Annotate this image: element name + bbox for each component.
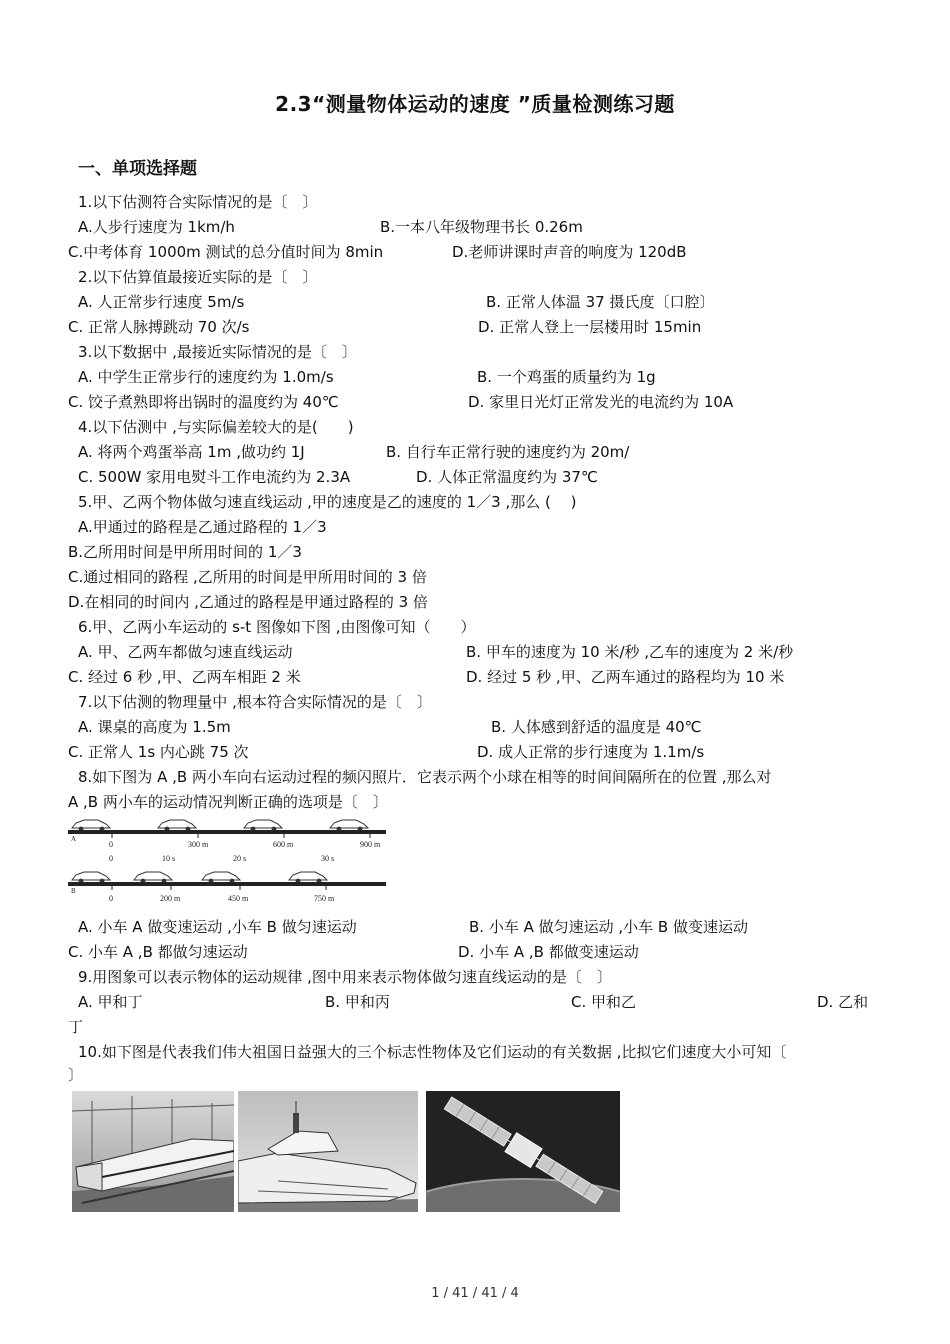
q4-stem: 4.以下估测中 ,与实际偏差较大的是( ) bbox=[78, 418, 354, 436]
q9-option-c: C. 甲和乙 bbox=[571, 993, 637, 1011]
b-tick-label-0: 0 bbox=[109, 894, 113, 903]
q2-option-c: C. 正常人脉搏跳动 70 次/s bbox=[68, 318, 250, 336]
q3-option-c: C. 饺子煮熟即将出锅时的温度约为 40℃ bbox=[68, 393, 339, 411]
q8-strobe-figure bbox=[68, 815, 390, 907]
q9-option-d: D. 乙和 bbox=[817, 993, 869, 1011]
q9-option-b: B. 甲和丙 bbox=[325, 993, 390, 1011]
section-heading: 一、单项选择题 bbox=[78, 159, 197, 179]
q8-option-d: D. 小车 A ,B 都做变速运动 bbox=[458, 943, 639, 961]
a-tick-label-3: 900 m bbox=[360, 840, 381, 849]
q2-option-a: A. 人正常步行速度 5m/s bbox=[78, 293, 245, 311]
row-a-label: A bbox=[71, 835, 77, 843]
q6-stem: 6.甲、乙两小车运动的 s-t 图像如下图 ,由图像可知（ ） bbox=[78, 618, 476, 636]
q6-option-b: B. 甲车的速度为 10 米/秒 ,乙车的速度为 2 米/秒 bbox=[466, 643, 794, 661]
q1-option-b: B.一本八年级物理书长 0.26m bbox=[380, 218, 583, 236]
q10-stem-line2: 〕 bbox=[68, 1066, 84, 1084]
q3-option-b: B. 一个鸡蛋的质量约为 1g bbox=[477, 368, 656, 386]
research-ship-photo bbox=[238, 1091, 418, 1212]
q7-option-c: C. 正常人 1s 内心跳 75 次 bbox=[68, 743, 249, 761]
q5-option-c: C.通过相同的路程 ,乙所用的时间是甲所用时间的 3 倍 bbox=[68, 568, 427, 586]
car-b-4 bbox=[289, 872, 327, 883]
q8-stem-line2: A ,B 两小车的运动情况判断正确的选项是〔 〕 bbox=[68, 793, 388, 811]
car-b-3 bbox=[202, 872, 240, 883]
page-title: 2.3“测量物体运动的速度 ”质量检测练习题 bbox=[275, 92, 675, 116]
q2-stem: 2.以下估算值最接近实际的是〔 〕 bbox=[78, 268, 318, 286]
q7-option-b: B. 人体感到舒适的温度是 40℃ bbox=[491, 718, 702, 736]
car-b-1 bbox=[72, 872, 110, 883]
high-speed-train-photo bbox=[72, 1091, 234, 1212]
q8-stem-line1: 8.如下图为 A ,B 两小车向右运动过程的频闪照片．它表示两个小球在相等的时间间隔所在的位置 ,那么对 bbox=[78, 768, 772, 786]
q1-option-d: D.老师讲课时声音的响度为 120dB bbox=[452, 243, 687, 261]
q3-stem: 3.以下数据中 ,最接近实际情况的是〔 〕 bbox=[78, 343, 357, 361]
satellite-photo bbox=[426, 1091, 620, 1212]
car-a-2 bbox=[158, 820, 196, 831]
q9-option-a: A. 甲和丁 bbox=[78, 993, 143, 1011]
q9-stem: 9.用图象可以表示物体的运动规律 ,图中用来表示物体做匀速直线运动的是〔 〕 bbox=[78, 968, 612, 986]
q7-stem: 7.以下估测的物理量中 ,根本符合实际情况的是〔 〕 bbox=[78, 693, 432, 711]
q7-option-d: D. 成人正常的步行速度为 1.1m/s bbox=[477, 743, 705, 761]
q8-option-b: B. 小车 A 做匀速运动 ,小车 B 做变速运动 bbox=[469, 918, 748, 936]
time-label-1: 10 s bbox=[162, 854, 176, 863]
q4-option-d: D. 人体正常温度约为 37℃ bbox=[416, 468, 598, 486]
car-a-1 bbox=[72, 820, 110, 831]
time-label-2: 20 s bbox=[233, 854, 247, 863]
b-tick-label-3: 750 m bbox=[314, 894, 335, 903]
track-a bbox=[68, 830, 386, 834]
q6-option-c: C. 经过 6 秒 ,甲、乙两车相距 2 米 bbox=[68, 668, 301, 686]
time-label-3: 30 s bbox=[321, 854, 335, 863]
q5-option-d: D.在相同的时间内 ,乙通过的路程是甲通过路程的 3 倍 bbox=[68, 593, 428, 611]
a-tick-label-0: 0 bbox=[109, 840, 113, 849]
a-tick-label-2: 600 m bbox=[273, 840, 294, 849]
q9-option-d-wrap: 丁 bbox=[68, 1018, 84, 1036]
time-label-0: 0 bbox=[109, 854, 113, 863]
q2-option-d: D. 正常人登上一层楼用时 15min bbox=[478, 318, 702, 336]
q5-option-b: B.乙所用时间是甲所用时间的 1／3 bbox=[68, 543, 302, 561]
a-tick-label-1: 300 m bbox=[188, 840, 209, 849]
car-b-2 bbox=[134, 872, 172, 883]
q6-option-d: D. 经过 5 秒 ,甲、乙两车通过的路程均为 10 米 bbox=[466, 668, 785, 686]
row-b-label: B bbox=[71, 887, 76, 895]
q3-option-d: D. 家里日光灯正常发光的电流约为 10A bbox=[468, 393, 734, 411]
q8-option-a: A. 小车 A 做变速运动 ,小车 B 做匀速运动 bbox=[78, 918, 357, 936]
q4-option-b: B. 自行车正常行驶的速度约为 20m/ bbox=[386, 443, 630, 461]
car-a-4 bbox=[330, 820, 368, 831]
car-a-3 bbox=[244, 820, 282, 831]
q5-option-a: A.甲通过的路程是乙通过路程的 1／3 bbox=[78, 518, 327, 536]
track-b bbox=[68, 882, 386, 886]
q1-stem: 1.以下估测符合实际情况的是〔 〕 bbox=[78, 193, 318, 211]
q4-option-a: A. 将两个鸡蛋举高 1m ,做功约 1J bbox=[78, 443, 305, 461]
page-number-footer: 1 / 41 / 41 / 4 bbox=[431, 1286, 519, 1301]
q3-option-a: A. 中学生正常步行的速度约为 1.0m/s bbox=[78, 368, 334, 386]
q1-option-a: A.人步行速度为 1km/h bbox=[78, 218, 235, 236]
q7-option-a: A. 课桌的高度为 1.5m bbox=[78, 718, 231, 736]
q5-stem: 5.甲、乙两个物体做匀速直线运动 ,甲的速度是乙的速度的 1／3 ,那么 ( ) bbox=[78, 493, 577, 511]
q10-stem-line1: 10.如下图是代表我们伟大祖国日益强大的三个标志性物体及它们运动的有关数据 ,比拟它们速度大小可知〔 bbox=[78, 1043, 787, 1061]
q2-option-b: B. 正常人体温 37 摄氏度〔口腔〕 bbox=[486, 293, 715, 311]
q6-option-a: A. 甲、乙两车都做匀速直线运动 bbox=[78, 643, 293, 661]
q4-option-c: C. 500W 家用电熨斗工作电流约为 2.3A bbox=[78, 468, 351, 486]
b-tick-label-1: 200 m bbox=[160, 894, 181, 903]
q8-option-c: C. 小车 A ,B 都做匀速运动 bbox=[68, 943, 248, 961]
q1-option-c: C.中考体育 1000m 测试的总分值时间为 8min bbox=[68, 243, 384, 261]
b-tick-label-2: 450 m bbox=[228, 894, 249, 903]
